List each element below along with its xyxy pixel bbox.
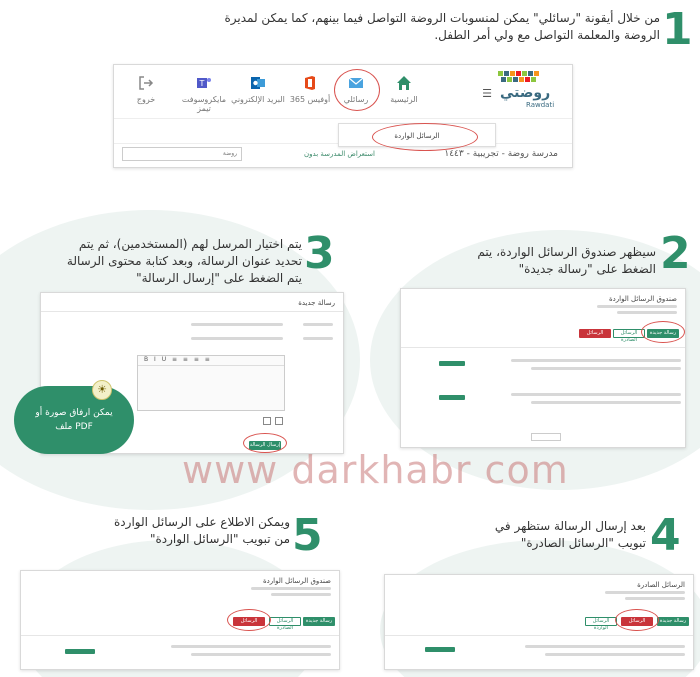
message-row[interactable] xyxy=(171,645,331,648)
step-3-line-1: يتم اختيار المرسل لهم (المستخدمين)، ثم يتم xyxy=(78,237,302,251)
screenshot-outbox xyxy=(384,574,694,670)
editor-toolbar: B I U ≡ ≡ ≡ ≡ xyxy=(138,356,284,366)
step-5-line-1: ويمكن الاطلاع على الرسائل الواردة xyxy=(114,515,290,529)
message-row[interactable] xyxy=(511,359,681,362)
step-number-3: 3 xyxy=(304,228,335,279)
open-message-button[interactable] xyxy=(425,647,455,652)
message-row[interactable] xyxy=(525,645,685,648)
new-message-button[interactable]: رسالة جديدة xyxy=(303,617,335,626)
school-select[interactable]: روضة xyxy=(122,147,242,161)
tab-sent[interactable]: الرسائل الصادرة xyxy=(269,617,301,626)
nav-item-label: خروج xyxy=(136,95,156,104)
tab-inbox[interactable]: الرسائل الواردة xyxy=(233,617,265,626)
highlight-circle xyxy=(615,609,659,631)
outbox-subtitle xyxy=(605,591,685,594)
new-message-button[interactable]: رسالة جديدة xyxy=(657,617,689,626)
highlight-circle xyxy=(641,321,685,343)
open-message-button[interactable] xyxy=(65,649,95,654)
nav-item-home[interactable] xyxy=(376,75,432,104)
nav-item-logout[interactable] xyxy=(118,75,174,104)
outbox-subtitle xyxy=(625,597,685,600)
tab-sent[interactable]: الرسائل الصادرة xyxy=(613,329,645,338)
divider xyxy=(21,635,339,636)
dropdown-item-inbox[interactable]: الرسائل الواردة xyxy=(394,132,440,140)
new-message-title: رسالة جديدة xyxy=(298,299,335,307)
divider xyxy=(41,311,343,312)
step-5-text xyxy=(40,514,290,548)
nav-item-label: الرئيسية xyxy=(390,95,418,104)
attachment-icon[interactable] xyxy=(263,417,271,425)
step-4-text xyxy=(420,518,646,552)
screenshot-inbox-tab xyxy=(20,570,340,670)
home-icon xyxy=(396,75,412,91)
highlight-circle xyxy=(334,69,380,111)
tip-line-2: ملف PDF xyxy=(55,422,93,432)
step-number-2: 2 xyxy=(660,228,691,279)
step-3-line-3: يتم الضغط على "إرسال الرسالة" xyxy=(136,271,302,285)
open-message-button[interactable] xyxy=(439,395,465,400)
field-label xyxy=(303,323,333,326)
step-4-line-2: تبويب "الرسائل الصادرة" xyxy=(520,536,646,550)
rawdati-logo xyxy=(498,71,560,111)
inbox-subtitle xyxy=(251,587,331,590)
message-row[interactable] xyxy=(545,653,685,656)
school-name: مدرسة روضة - تجريبية - ١٤٤٣ xyxy=(444,149,558,159)
message-row[interactable] xyxy=(511,393,681,396)
logo-pattern-icon xyxy=(498,71,544,83)
inbox-subtitle xyxy=(271,593,331,596)
step-2-line-1: سيظهر صندوق الرسائل الواردة، يتم xyxy=(477,245,656,259)
recipients-field[interactable] xyxy=(191,323,283,326)
image-icon[interactable] xyxy=(275,417,283,425)
highlight-circle xyxy=(372,123,478,151)
message-row[interactable] xyxy=(531,367,681,370)
step-3-text xyxy=(40,236,302,287)
message-row[interactable] xyxy=(531,401,681,404)
open-message-button[interactable] xyxy=(439,361,465,366)
nav-item-label: رسائلي xyxy=(343,95,369,104)
screenshot-main-dashboard xyxy=(113,64,573,168)
step-2-line-2: الضغط على "رسالة جديدة" xyxy=(518,262,656,276)
screenshot-inbox xyxy=(400,288,686,448)
inbox-title: صندوق الرسائل الواردة xyxy=(609,295,677,303)
watermark-text: www darkhabr com xyxy=(182,448,569,492)
step-3-line-2: تحديد عنوان الرسالة، وبعد كتابة محتوى الرسالة xyxy=(66,254,302,268)
divider xyxy=(385,635,693,636)
step-number-5: 5 xyxy=(292,510,323,561)
send-message-button[interactable]: إرسال الرسالة xyxy=(249,442,281,448)
step-1-line-1: من خلال أيقونة "رسائلي" يمكن لمنسوبات الروضة التواصل فيما بينهم، كما يمكن لمديرة xyxy=(224,11,660,25)
outbox-title: الرسائل الصادرة xyxy=(637,581,685,589)
inbox-subtitle xyxy=(597,305,677,308)
subject-field[interactable] xyxy=(191,337,283,340)
logout-icon xyxy=(138,75,154,91)
teams-icon xyxy=(196,75,212,91)
logo-english-text: Rawdati xyxy=(526,101,555,109)
outlook-icon xyxy=(250,75,266,91)
step-2-text xyxy=(420,244,656,278)
step-4-line-1: بعد إرسال الرسالة ستظهر في xyxy=(494,519,646,533)
tab-inbox[interactable]: الرسائل الواردة xyxy=(585,617,617,626)
step-5-line-2: من تبويب "الرسائل الواردة" xyxy=(149,532,290,546)
tab-sent[interactable]: الرسائل الصادرة xyxy=(621,617,653,626)
lightbulb-icon: ☀ xyxy=(92,380,112,400)
school-view-link[interactable]: استعراض المدرسة بدون xyxy=(304,150,375,158)
tab-inbox[interactable]: الرسائل الواردة xyxy=(579,329,611,338)
message-row[interactable] xyxy=(191,653,331,656)
field-label xyxy=(303,337,333,340)
svg-text:T: T xyxy=(199,79,205,88)
nav-item-email[interactable] xyxy=(230,75,286,104)
nav-item-label: أوفيس 365 xyxy=(289,95,331,104)
nav-item-label: مايكروسوفت تيمز xyxy=(181,95,227,113)
tip-line-1: يمكن ارفاق صورة أو xyxy=(35,408,113,418)
new-message-button[interactable]: رسالة جديدة xyxy=(647,329,679,338)
inbox-title: صندوق الرسائل الواردة xyxy=(263,577,331,585)
divider xyxy=(401,347,685,348)
inbox-subtitle xyxy=(617,311,677,314)
step-number-1: 1 xyxy=(662,4,693,55)
pagination[interactable] xyxy=(531,433,561,441)
nav-item-label: البريد الإلكتروني xyxy=(231,95,285,104)
highlight-circle xyxy=(227,609,271,631)
menu-icon[interactable]: ☰ xyxy=(482,87,492,100)
nav-item-teams[interactable] xyxy=(176,75,232,113)
step-number-4: 4 xyxy=(650,510,681,561)
attachment-tip-bubble xyxy=(14,386,134,454)
logo-arabic-text: روضتي xyxy=(500,85,551,101)
message-editor[interactable] xyxy=(137,355,285,411)
step-1-text xyxy=(160,10,660,44)
step-1-line-2: الروضة والمعلمة التواصل مع ولي أمر الطفل. xyxy=(434,28,660,42)
nav-item-office-365[interactable] xyxy=(282,75,338,104)
office-icon xyxy=(302,75,318,91)
